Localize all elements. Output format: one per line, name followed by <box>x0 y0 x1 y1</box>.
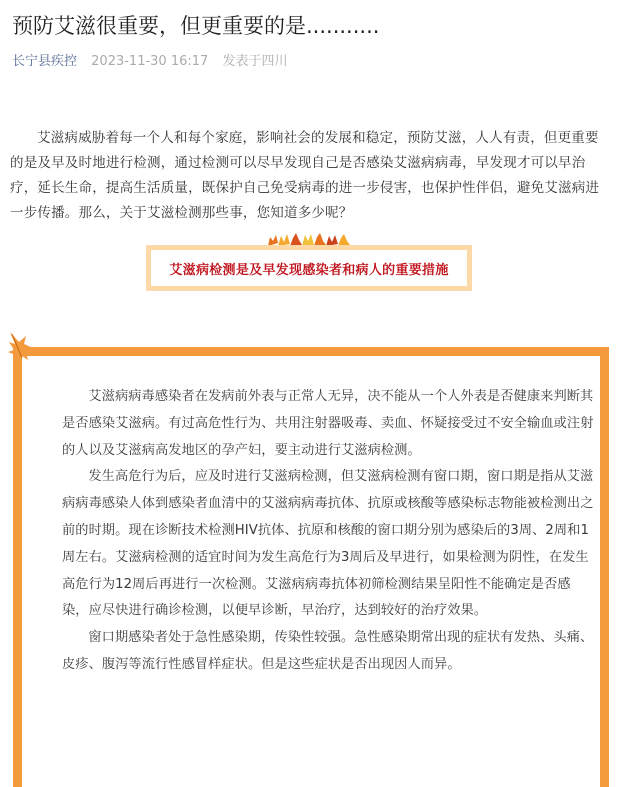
body-paragraph: 发生高危行为后，应及时进行艾滋病检测，但艾滋病检测有窗口期，窗口期是指从艾滋病病毒感染人体到感染者血清中的艾滋病病毒抗体、抗原或核酸等感染标志物能被检测出之前的时期。现在诊断技术检测HIV抗体、抗原和核酸的窗口期分别为感染后的3周、2周和1周左右。艾滋病检测的适宜时间为发生高危行为3周后及早进行，如果检测为阴性，在发生高危行为12周后再进行一次检测。艾滋病病毒抗体初筛检测结果呈阳性不能确定是否感染，应尽快进行确诊检测，以便早诊断，早治疗，达到较好的治疗效果。 <box>62 469 594 619</box>
article-meta <box>12 52 287 72</box>
section-body <box>62 384 594 679</box>
corner-leaf-icon <box>6 330 36 368</box>
article-title: 预防艾滋很重要，但更重要的是........... <box>12 14 380 38</box>
section-heading-inner <box>151 250 467 286</box>
publish-date: 2023-11-30 16:17 <box>91 54 209 69</box>
section-heading-box <box>146 245 472 291</box>
section-heading: 艾滋病检测是及早发现感染者和病人的重要措施 <box>169 262 449 278</box>
author-link[interactable]: 长宁县疾控 <box>12 54 78 69</box>
body-paragraph: 窗口期感染者处于急性感染期，传染性较强。急性感染期常出现的症状有发热、头痛、皮疹、腹泻等流行性感冒样症状。但是这些症状是否出现因人而异。 <box>62 630 594 672</box>
publish-location: 发表于四川 <box>222 54 288 69</box>
body-paragraph: 艾滋病病毒感染者在发病前外表与正常人无异，决不能从一个人外表是否健康来判断其是否感染艾滋病。有过高危性行为、共用注射器吸毒、卖血、怀疑接受过不安全输血或注射的人以及艾滋病高发地区的孕产妇，要主动进行艾滋病检测。 <box>62 389 594 458</box>
intro-paragraph: 艾滋病威胁着每一个人和每个家庭，影响社会的发展和稳定，预防艾滋，人人有责，但更重要的是及早及时地进行检测，通过检测可以尽早发现自己是否感染艾滋病病毒，早发现才可以早治疗，延长生命，提高生活质量，既保护自己免受病毒的进一步侵害，也保护性伴侣，避免艾滋病进一步传播。那么，关于艾滋检测那些事，您知道多少呢？ <box>10 130 600 221</box>
